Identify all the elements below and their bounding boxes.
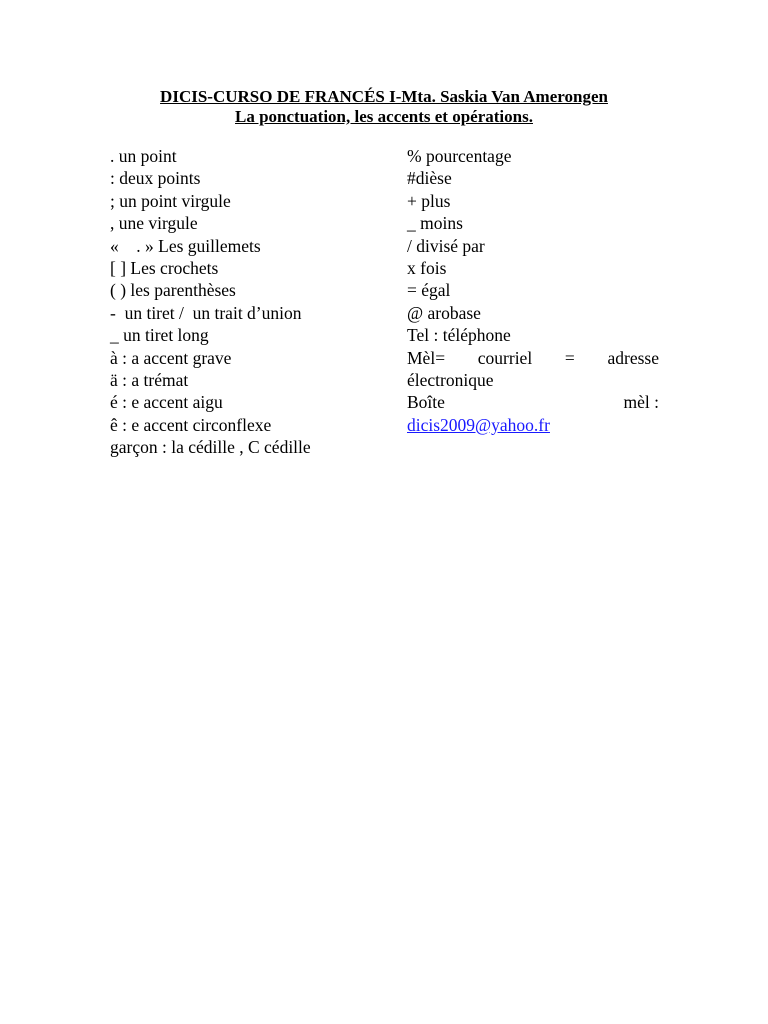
list-item: , une virgule — [110, 213, 198, 234]
list-item: ä : a trémat — [110, 369, 189, 390]
boite-word: Boîte — [407, 392, 445, 413]
document-subtitle: La ponctuation, les accents et opérations. — [235, 107, 533, 126]
mel-word: courriel — [477, 347, 533, 368]
list-item: = égal — [407, 280, 451, 301]
list-item: ê : e accent circonflexe — [110, 414, 272, 435]
operations-list — [407, 145, 659, 436]
list-item: / divisé par — [407, 235, 485, 256]
list-item: #dièse — [407, 168, 452, 189]
list-item: x fois — [407, 257, 447, 278]
list-item: . un point — [110, 146, 177, 166]
list-item: : deux points — [110, 168, 201, 189]
list-item: - un tiret / un trait d’union — [110, 302, 302, 323]
list-item: Tel : téléphone — [407, 325, 511, 346]
list-item: [ ] Les crochets — [110, 257, 219, 278]
document-title: DICIS-CURSO DE FRANCÉS I-Mta. Saskia Van Amerongen — [160, 87, 608, 106]
boite-line — [407, 391, 659, 413]
list-item: _ un tiret long — [110, 325, 209, 346]
list-item: garçon : la cédille , C cédille — [110, 437, 311, 458]
list-item: à : a accent grave — [110, 347, 232, 368]
mel-line — [407, 347, 659, 369]
list-item: ( ) les parenthèses — [110, 280, 236, 301]
list-item: + plus — [407, 190, 451, 211]
list-item: % pourcentage — [407, 146, 512, 166]
list-item: @ arobase — [407, 302, 481, 323]
mel-continuation: électronique — [407, 369, 494, 390]
list-item: é : e accent aigu — [110, 392, 223, 413]
punctuation-list — [110, 145, 400, 458]
mel-word: Mèl= — [407, 347, 446, 368]
mel-word: = — [564, 347, 575, 368]
list-item: « . » Les guillemets — [110, 235, 261, 256]
email-link[interactable]: dicis2009@yahoo.fr — [407, 414, 550, 435]
list-item: ; un point virgule — [110, 190, 231, 211]
mel-word: adresse — [607, 347, 659, 368]
boite-word: mèl : — [623, 392, 659, 413]
list-item: _ moins — [407, 213, 463, 234]
